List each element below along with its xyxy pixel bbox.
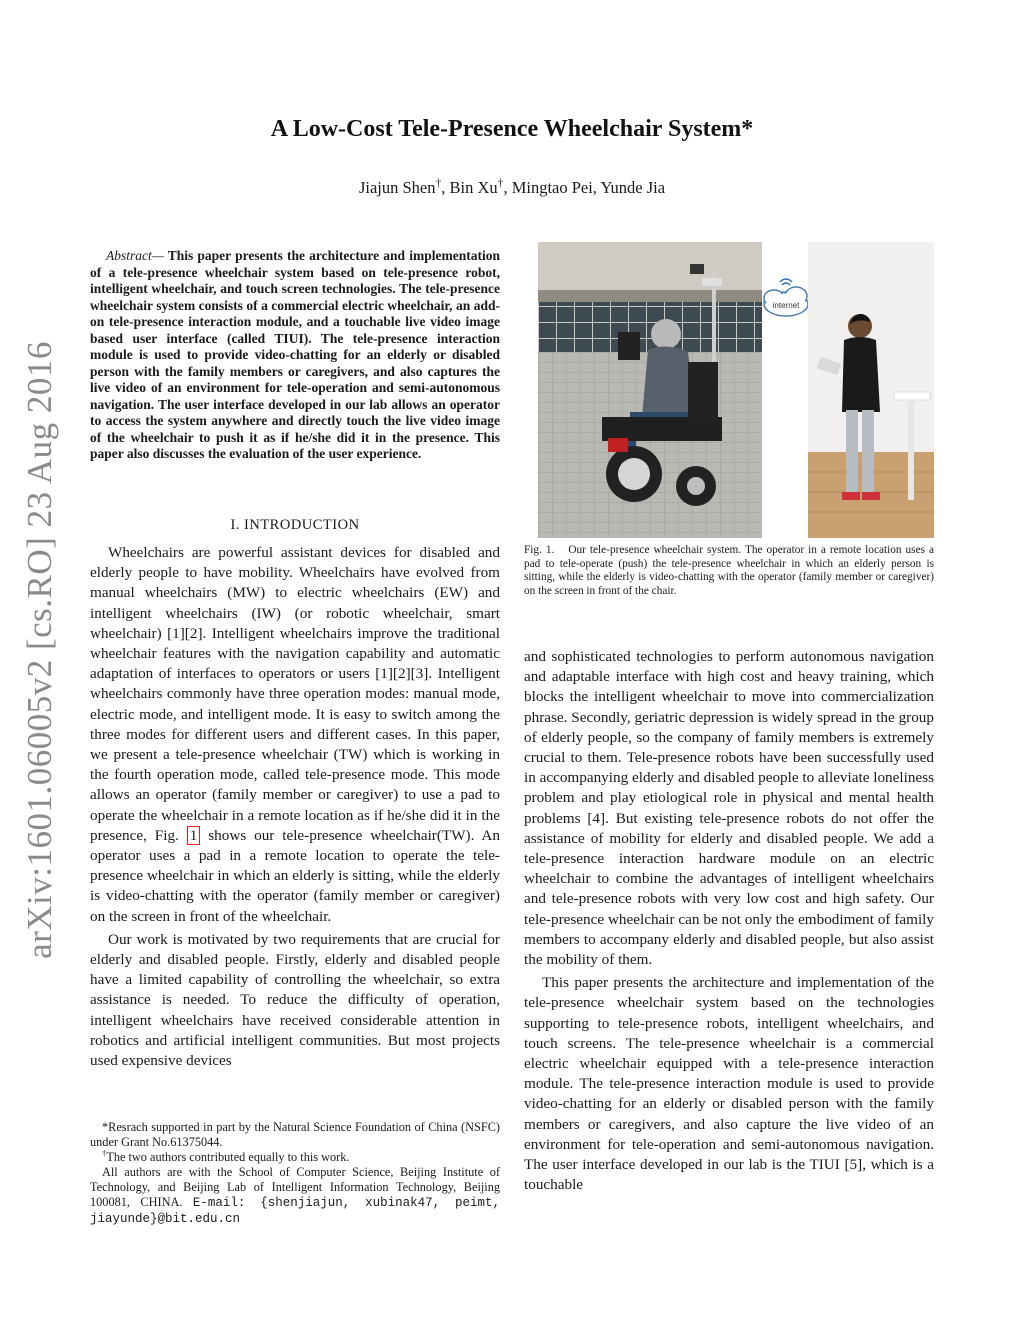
abstract-dash: — [151,248,164,263]
paper-title: A Low-Cost Tele-Presence Wheelchair System* [270,116,754,142]
intro-right-column [524,647,934,1195]
internet-cloud-icon [764,279,808,316]
footnote-funding: *Resrach supported in part by the Natural Science Foundation of China (NSFC) under Grant No.61375044. [90,1120,500,1149]
abstract [90,248,500,463]
figure-1-caption [524,544,934,599]
intro-paragraph-3: This paper presents the architecture and implementation of the tele-presence wheelchair system based on the technologies supporting to tele-presence robots, intelligent wheelchairs, and touch screens. The tele-presence wheelchair is a commercial electric wheelchair equipped with a tele-presence interaction module. The tele-presence interaction module is used to provide video-chatting for an elderly or disabled person with the family members or caregivers, and also capture the live video of an environment for tele-operation and semi-autonomous navigation. The user interface developed in our lab is the TIUI [5], which is a touchable [524,974,934,1194]
intro-paragraph-2: Our work is motivated by two requirements that are crucial for elderly and disabled people. Firstly, elderly and disabled people have a limited capability of controlling the wheelchair, so extra assistance is needed. To reduce the difficulty of operation, intelligent wheelchairs have received considerable attention in robotics and artificial intelligent communities. But most projects used expensive devices [90,930,500,1070]
internet-label: internet [772,301,800,310]
intro-paragraph-1-a: Wheelchairs are powerful assistant devices for disabled and elderly people to have mobility. Wheelchairs have evolved from manual wheelchairs (MW) to electric wheelchairs (EW) and intelligent wheelchairs (IW) (or robotic wheelchair, smart wheelchair) [1][2]. Intelligent wheelchairs improve the traditional wheelchair features with the navigation capability and automatic adaptation of interfaces to operators or users [1][2][3]. Intelligent wheelchairs commonly have three operation modes: manual mode, electric mode, and intelligent mode. It is easy to switch among the three modes for different users and different cases. In this paper, we present a tele-presence wheelchair (TW) which is working in the fourth operation mode, called tele-presence mode. This mode allows an operator (family member or caregiver) to use a pad to operate the wheelchair in a remote location as if he/she did it in the presence, Fig. [90,544,500,844]
figure-1 [538,242,934,538]
footnotes [90,1120,500,1227]
footnote-affiliation-text: All authors are with the School of Computer Science, Beijing Institute of Technology, and Beijing Lab of Intelligent Information Technology, Beijing 100081, CHINA. [90,1165,500,1209]
figure-1-link[interactable]: 1 [187,826,201,845]
intro-paragraph-1 [90,543,500,927]
footnote-email: E-mail: {shenjiajun, xubinak47, peimt, jiayunde}@bit.edu.cn [90,1196,500,1226]
footnote-equal-contribution [90,1147,500,1165]
other-authors: Mingtao Pei, Yunde Jia [511,178,666,197]
intro-paragraph-2-continued: and sophisticated technologies to perform autonomous navigation and adaptable interface with high cost and heavy training, which blocks the intelligent wheelchair to move into commercialization phrase. Secondly, geriatric depression is widely spread in the group of elderly people, so the company of family members is extremely crucial to them. Tele-presence robots have been successfully used in accompanying elderly and disabled people to alleviate loneliness problem and play etiological role in physical and mental health problems [4]. But existing tele-presence robots do not offer the assistance of mobility for elderly and disabled people. We add a tele-presence interaction hardware module on an electric wheelchair to combine the advantages of intelligent wheelchairs and tele-presence robots with very low cost and high safety. Our tele-presence wheelchair can be not only the embodiment of family members to accompany elderly and disabled people, but also assist the mobility of them. [524,648,934,969]
intro-paragraph-1-b: shows our tele-presence wheelchair(TW). An operator uses a pad in a remote location to operate the tele-presence wheelchair in which an elderly is sitting, while the elderly is video-chatting with the operator (family member or caregiver) on the screen in front of the wheelchair. [90,826,500,925]
footnote-mark: † [102,1147,107,1158]
arxiv-identifier-text: arXiv:1601.06005v2 [cs.RO] 23 Aug 2016 [20,341,60,959]
author-1: Jiajun Shen [358,178,436,197]
figure-1-caption-text: Our tele-presence wheelchair system. The operator in a remote location uses a pad to tele-operate (push) the tele-presence wheelchair in which an elderly person is sitting, while the elderly is video-chatting with the operator (family member or caregiver) on the screen in front of the chair. [524,544,934,598]
footnote-affiliation [90,1165,500,1227]
arxiv-identifier [14,341,66,959]
equal-contribution-mark: † [435,177,442,190]
equal-contribution-mark: † [497,177,504,190]
abstract-text: This paper presents the architecture and implementation of a tele-presence wheelchair system based on tele-presence robot, intelligent wheelchair, and touch screen technologies. The tele-presence wheelchair system consists of a commercial electric wheelchair, an add-on tele-presence interaction module, and a touchable live video image based user interface (called TIUI). The tele-presence interaction module is used to provide video-chatting for an elderly or disabled person with the family members or caregivers, and also captures the live video of an environment for tele-operation and semi-autonomous navigation. The user interface developed in our lab allows an operator to access the system anywhere and directly touch the live video image of the wheelchair to push it as if he/she did it in the presence. This paper also discusses the evaluation of the user experience. [90,248,500,461]
author-list: Jiajun Shen†, Bin Xu†, Mingtao Pei, Yunde Jia [358,177,666,197]
figure-1-label: Fig. 1. [524,544,555,556]
photo-wheelchair-outdoor [538,242,762,538]
section-heading-introduction: I. INTRODUCTION [230,517,360,533]
figure-1-image [538,242,934,538]
intro-left-column [90,543,500,1071]
photo-operator-indoor [808,242,934,538]
author-2: Bin Xu [449,178,498,197]
footnote-equal-contribution-text: The two authors contributed equally to this work. [106,1150,350,1164]
abstract-label: Abstract [106,248,152,263]
